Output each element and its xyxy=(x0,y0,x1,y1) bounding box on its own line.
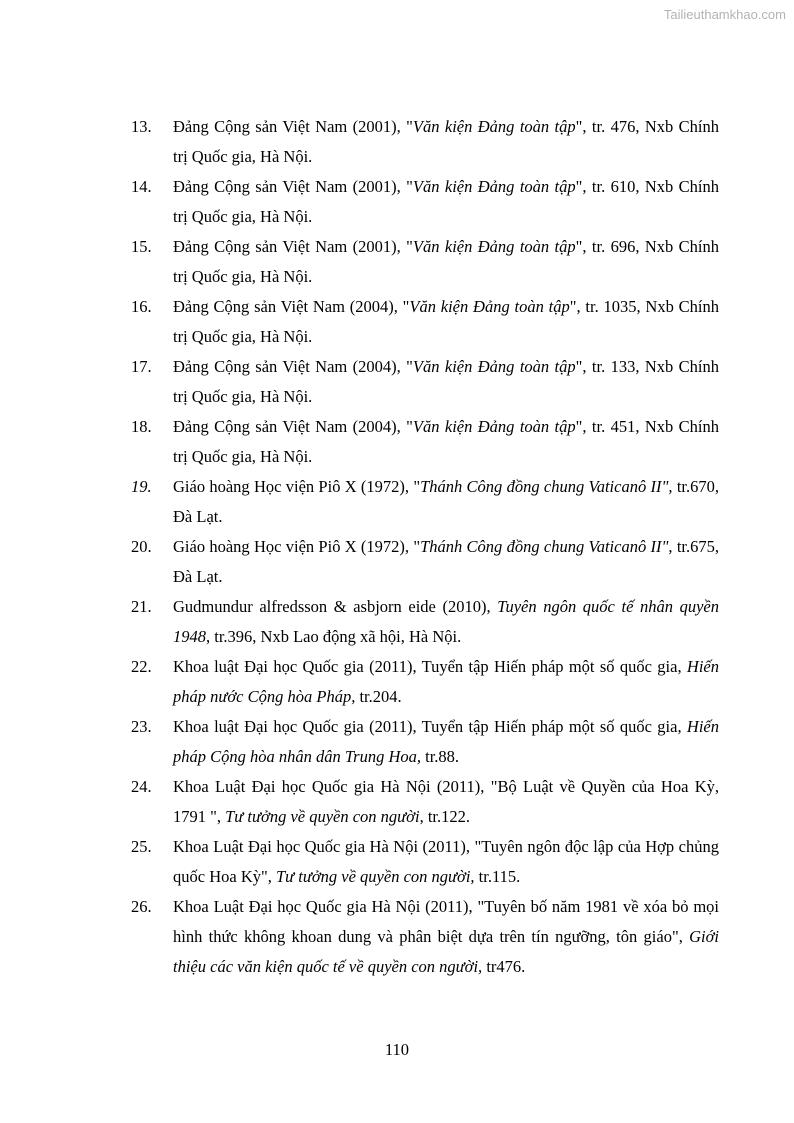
reference-item xyxy=(131,772,719,832)
reference-text: Đảng Cộng sản Việt Nam (2001), " xyxy=(173,117,413,136)
reference-text: tr.675, Đà Lạt. xyxy=(173,537,720,586)
reference-item xyxy=(131,592,719,652)
reference-title: Tư tưởng về quyền con người, xyxy=(275,867,475,886)
reference-text: Đảng Cộng sản Việt Nam (2004), " xyxy=(173,417,413,436)
reference-number: 20. xyxy=(131,537,152,556)
reference-text: ", tr. 451, Nxb Chính trị Quốc gia, Hà Nội. xyxy=(173,417,720,466)
reference-number: 14. xyxy=(131,177,152,196)
reference-text: ", tr. 133, Nxb Chính trị Quốc gia, Hà Nội. xyxy=(173,357,720,406)
reference-item xyxy=(131,232,719,292)
reference-title: Văn kiện Đảng toàn tập xyxy=(412,117,576,136)
reference-item xyxy=(131,892,719,982)
reference-text: ", tr. 476, Nxb Chính trị Quốc gia, Hà Nội. xyxy=(173,117,720,166)
reference-number: 24. xyxy=(131,777,152,796)
reference-item xyxy=(131,712,719,772)
reference-title: Văn kiện Đảng toàn tập xyxy=(412,177,576,196)
reference-text: ", tr. 696, Nxb Chính trị Quốc gia, Hà Nội. xyxy=(173,237,720,286)
reference-title: Giới thiệu các văn kiện quốc tế về quyền con người, xyxy=(173,927,719,976)
reference-title: Thánh Công đồng chung Vaticanô II", xyxy=(420,537,673,556)
reference-title: Văn kiện Đảng toàn tập xyxy=(412,417,576,436)
reference-text: tr.204. xyxy=(355,687,402,706)
reference-item xyxy=(131,832,719,892)
reference-title: Tuyên ngôn quốc tế nhân quyền 1948 xyxy=(173,597,719,646)
reference-text: Đảng Cộng sản Việt Nam (2001), " xyxy=(173,237,413,256)
reference-text: Gudmundur alfredsson & asbjorn eide (2010), xyxy=(173,597,498,616)
reference-text: Khoa luật Đại học Quốc gia (2011), Tuyển tập Hiến pháp một số quốc gia, xyxy=(173,717,687,736)
reference-number: 21. xyxy=(131,597,152,616)
reference-text: tr.88. xyxy=(420,747,460,766)
reference-number: 26. xyxy=(131,897,152,916)
reference-title: Hiến pháp nước Cộng hòa Pháp, xyxy=(173,657,719,706)
reference-item xyxy=(131,652,719,712)
reference-title: Văn kiện Đảng toàn tập xyxy=(412,357,576,376)
reference-text: Khoa luật Đại học Quốc gia (2011), Tuyển tập Hiến pháp một số quốc gia, xyxy=(173,657,687,676)
page-number: 110 xyxy=(384,1040,410,1059)
reference-number: 25. xyxy=(131,837,152,856)
reference-number: 19. xyxy=(131,477,152,496)
reference-title: Thánh Công đồng chung Vaticanô II", xyxy=(420,477,673,496)
reference-list xyxy=(131,112,719,982)
reference-text: tr476. xyxy=(482,957,526,976)
reference-text: Khoa Luật Đại học Quốc gia Hà Nội (2011), "Bộ Luật về Quyền của Hoa Kỳ, 1791 ", xyxy=(173,777,719,826)
reference-item xyxy=(131,412,719,472)
reference-title: Hiến pháp Cộng hòa nhân dân Trung Hoa, xyxy=(173,717,719,766)
reference-text: ", tr. 610, Nxb Chính trị Quốc gia, Hà Nội. xyxy=(173,177,720,226)
reference-text: Đảng Cộng sản Việt Nam (2004), " xyxy=(173,297,410,316)
reference-text: Đảng Cộng sản Việt Nam (2004), " xyxy=(173,357,413,376)
reference-item xyxy=(131,532,719,592)
reference-item xyxy=(131,172,719,232)
reference-title: Văn kiện Đảng toàn tập xyxy=(409,297,570,316)
reference-text: tr.122. xyxy=(423,807,470,826)
reference-text: Khoa Luật Đại học Quốc gia Hà Nội (2011), "Tuyên ngôn độc lập của Hợp chủng quốc Hoa Kỳ", xyxy=(173,837,719,886)
reference-text: , tr.396, Nxb Lao động xã hội, Hà Nội. xyxy=(206,627,462,646)
reference-text: ", tr. 1035, Nxb Chính trị Quốc gia, Hà Nội. xyxy=(173,297,719,346)
reference-text: Đảng Cộng sản Việt Nam (2001), " xyxy=(173,177,413,196)
reference-number: 22. xyxy=(131,657,152,676)
reference-item xyxy=(131,472,719,532)
reference-number: 15. xyxy=(131,237,152,256)
reference-title: Tư tưởng về quyền con người, xyxy=(225,807,424,826)
reference-number: 13. xyxy=(131,117,152,136)
reference-item xyxy=(131,352,719,412)
reference-number: 17. xyxy=(131,357,152,376)
watermark-text: Tailieuthamkhao.com xyxy=(663,7,786,22)
reference-number: 23. xyxy=(131,717,152,736)
reference-title: Văn kiện Đảng toàn tập xyxy=(412,237,576,256)
reference-text: tr.670, Đà Lạt. xyxy=(173,477,720,526)
reference-item xyxy=(131,112,719,172)
reference-text: Giáo hoàng Học viện Piô X (1972), " xyxy=(173,537,421,556)
reference-number: 16. xyxy=(131,297,152,316)
reference-text: tr.115. xyxy=(474,867,521,886)
reference-text: Giáo hoàng Học viện Piô X (1972), " xyxy=(173,477,421,496)
reference-text: Khoa Luật Đại học Quốc gia Hà Nội (2011), "Tuyên bố năm 1981 về xóa bỏ mọi hình thức không khoan dung và phân biệt dựa trên tín ngưỡng, tôn giáo", xyxy=(173,897,719,946)
reference-item xyxy=(131,292,719,352)
reference-number: 18. xyxy=(131,417,152,436)
